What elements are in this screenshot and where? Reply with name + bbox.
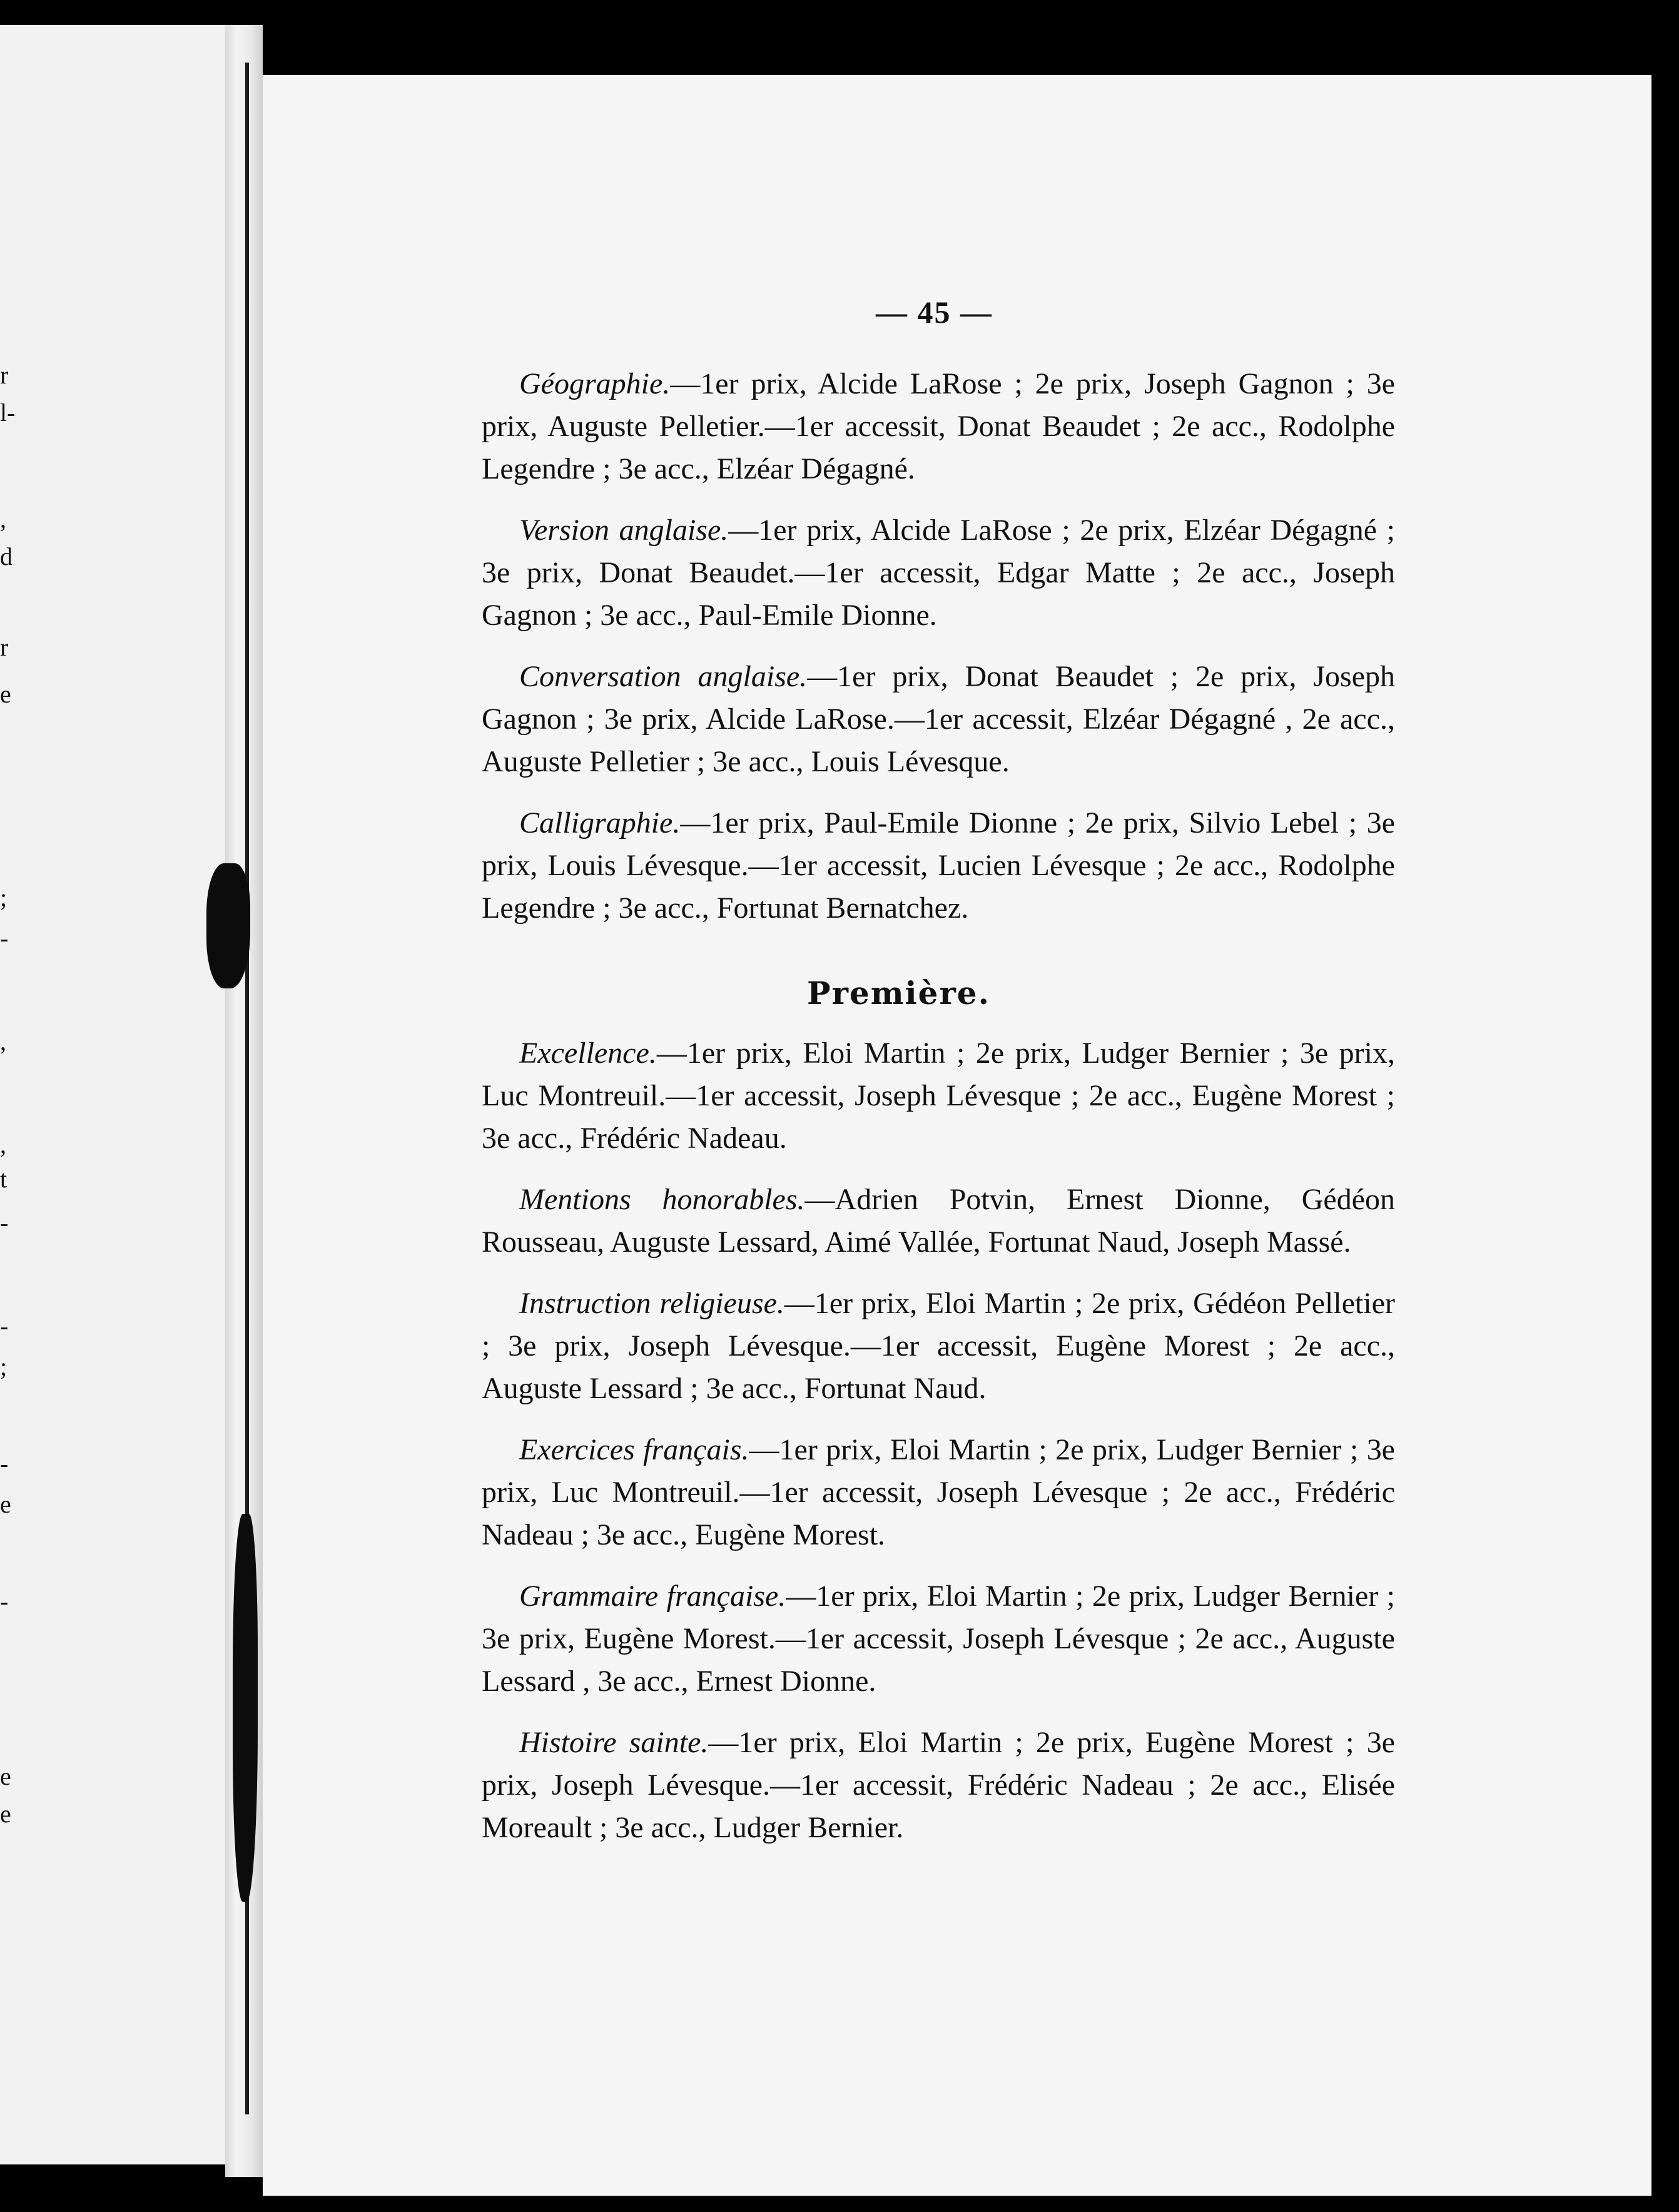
prize-list-bottom — [482, 1032, 1395, 1868]
margin-fragment: l- — [0, 398, 16, 427]
margin-fragment: - — [0, 1587, 9, 1615]
margin-fragment: - — [0, 924, 9, 952]
prize-paragraph-histoire-sainte: Histoire sainte.—1er prix, Eloi Martin ; 2e prix, Eugène Morest ; 3e prix, Joseph Lévesque.—1er accessit, Frédéric Nadeau ; 2e acc., Elisée Moreault ; 3e acc., Ludger Bernier. — [482, 1726, 1395, 1844]
margin-fragment: ; — [0, 1352, 8, 1381]
prize-paragraph-calligraphie: Calligraphie.—1er prix, Paul-Emile Dionne ; 2e prix, Silvio Lebel ; 3e prix, Louis Lévesque.—1er accessit, Lucien Lévesque ; 2e acc., Rodolphe Legendre ; 3e acc., Fortunat Bernatchez. — [482, 806, 1395, 925]
section-heading: Première. — [807, 975, 991, 1012]
prize-paragraph-version-anglaise: Version anglaise.—1er prix, Alcide LaRose ; 2e prix, Elzéar Dégagné ; 3e prix, Donat Beaudet.—1er accessit, Edgar Matte ; 2e acc., Joseph Gagnon ; 3e acc., Paul-Emile Dionne. — [482, 514, 1395, 632]
margin-fragment: t — [0, 1165, 8, 1193]
margin-fragment: e — [0, 1762, 11, 1790]
prize-paragraph-conversation-anglaise: Conversation anglaise.—1er prix, Donat Beaudet ; 2e prix, Joseph Gagnon ; 3e prix, Alcide LaRose.—1er accessit, Elzéar Dégagné , 2e acc., Auguste Pelletier ; 3e acc., Louis Lévesque. — [482, 660, 1395, 778]
margin-fragment: ; — [0, 883, 8, 911]
facing-page — [0, 25, 225, 2164]
binding-ink-blot — [233, 1514, 258, 1902]
margin-fragment: d — [0, 542, 13, 571]
margin-fragment: , — [0, 505, 6, 533]
prize-paragraph-grammaire-francaise: Grammaire française.—1er prix, Eloi Martin ; 2e prix, Ludger Bernier ; 3e prix, Eugène Morest.—1er accessit, Joseph Lévesque ; 2e acc., Auguste Lessard , 3e acc., Ernest Dionne. — [482, 1580, 1395, 1698]
margin-fragment: e — [0, 1490, 11, 1518]
binding-ink-blot — [206, 863, 250, 988]
margin-fragment: , — [0, 1130, 6, 1159]
margin-fragment: - — [0, 1449, 9, 1478]
page-number: — 45 — — [876, 295, 993, 330]
prize-list-top — [482, 363, 1395, 948]
prize-paragraph-geographie: Géographie.—1er prix, Alcide LaRose ; 2e prix, Joseph Gagnon ; 3e prix, Auguste Pelletier.—1er accessit, Donat Beaudet ; 2e acc., Rodolphe Legendre ; 3e acc., Elzéar Dégagné. — [482, 367, 1395, 485]
margin-fragment: - — [0, 1209, 9, 1237]
margin-fragment: r — [0, 361, 9, 389]
margin-fragment: e — [0, 1800, 11, 1828]
margin-fragment: - — [0, 1312, 9, 1340]
prize-paragraph-mentions-honorables: Mentions honorables.—Adrien Potvin, Ernest Dionne, Gédéon Rousseau, Auguste Lessard, Aimé Vallée, Fortunat Naud, Joseph Massé. — [482, 1183, 1396, 1259]
margin-fragment: , — [0, 1027, 6, 1055]
prize-paragraph-instruction-religieuse: Instruction religieuse.—1er prix, Eloi Martin ; 2e prix, Gédéon Pelletier ; 3e prix, Joseph Lévesque.—1er accessit, Eugène Morest ; 2e acc., Auguste Lessard ; 3e acc., Fortunat Naud. — [482, 1287, 1395, 1405]
prize-paragraph-exercices-francais: Exercices français.—1er prix, Eloi Martin ; 2e prix, Ludger Bernier ; 3e prix, Luc Montreuil.—1er accessit, Joseph Lévesque ; 2e acc., Frédéric Nadeau ; 3e acc., Eugène Morest. — [482, 1433, 1396, 1551]
prize-paragraph-excellence: Excellence.—1er prix, Eloi Martin ; 2e prix, Ludger Bernier ; 3e prix, Luc Montreuil.—1er accessit, Joseph Lévesque ; 2e acc., Eugène Morest ; 3e acc., Frédéric Nadeau. — [482, 1037, 1395, 1155]
margin-fragment: r — [0, 633, 9, 661]
margin-fragment: e — [0, 680, 11, 708]
